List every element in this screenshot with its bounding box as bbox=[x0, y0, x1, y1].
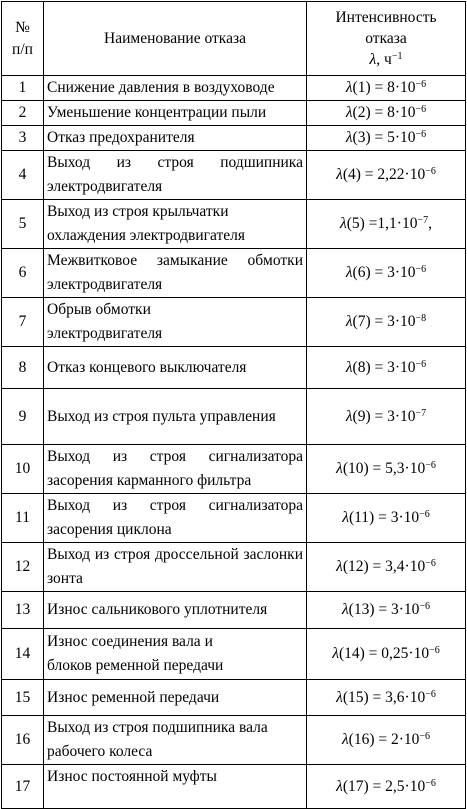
row-number: 9 bbox=[2, 389, 44, 445]
failure-intensity: $\lambda(12) = 3,4\cdot 10^{-6}$ bbox=[307, 543, 466, 592]
row-number: 17 bbox=[2, 765, 44, 809]
failure-intensity: $\lambda(15) = 3,6\cdot 10^{-6}$ bbox=[307, 680, 466, 716]
failure-name: Уменьшение концентрации пыли bbox=[44, 101, 307, 126]
row-number: 11 bbox=[2, 494, 44, 543]
table-row bbox=[2, 200, 466, 249]
failure-name: Отказ предохранителя bbox=[44, 126, 307, 151]
failure-name: Выход из строя сигнализатора засорения циклона bbox=[44, 494, 307, 543]
failure-intensity: $\lambda(14) = 0,25\cdot 10^{-6}$ bbox=[307, 629, 466, 680]
table-row bbox=[2, 298, 466, 347]
failure-name: Выход из строя дроссельной заслонки зонта bbox=[44, 543, 307, 592]
table-row bbox=[2, 765, 466, 809]
header-intensity: Интенсивность отказа λ, $ч^{-1}$ bbox=[307, 2, 466, 76]
table-row bbox=[2, 494, 466, 543]
failure-intensity: $\lambda(7) = 3\cdot 10^{-8}$ bbox=[307, 298, 466, 347]
table-row bbox=[2, 126, 466, 151]
row-number: 2 bbox=[2, 101, 44, 126]
failure-intensity: $\lambda(17) = 2,5\cdot 10^{-6}$ bbox=[307, 765, 466, 809]
row-number: 16 bbox=[2, 716, 44, 765]
failure-name: Отказ концевого выключателя bbox=[44, 347, 307, 389]
row-number: 5 bbox=[2, 200, 44, 249]
failure-intensity: $\lambda(8) = 3\cdot 10^{-6}$ bbox=[307, 347, 466, 389]
table-row bbox=[2, 716, 466, 765]
table-row bbox=[2, 389, 466, 445]
failure-name: Выход из строя подшипника электродвигателя bbox=[44, 151, 307, 200]
table-row bbox=[2, 629, 466, 680]
failure-name: Выход из строя подшипника вала рабочего колеса bbox=[44, 716, 307, 765]
header-number: № п/п bbox=[2, 2, 44, 76]
table-row bbox=[2, 592, 466, 629]
failure-name: Износ ременной передачи bbox=[44, 680, 307, 716]
failure-intensity-table bbox=[1, 1, 466, 809]
table-row bbox=[2, 249, 466, 298]
failure-name: Износ соединения вала и блоков ременной передачи bbox=[44, 629, 307, 680]
failure-intensity: $\lambda(16) = 2\cdot 10^{-6}$ bbox=[307, 716, 466, 765]
row-number: 6 bbox=[2, 249, 44, 298]
row-number: 15 bbox=[2, 680, 44, 716]
table-row bbox=[2, 347, 466, 389]
row-number: 14 bbox=[2, 629, 44, 680]
failure-intensity: $\lambda(11) = 3\cdot 10^{-6}$ bbox=[307, 494, 466, 543]
failure-name: Снижение давления в воздуховоде bbox=[44, 76, 307, 101]
failure-name: Обрыв обмотки электродвигателя bbox=[44, 298, 307, 347]
failure-intensity: $\lambda(6) = 3\cdot 10^{-6}$ bbox=[307, 249, 466, 298]
failure-intensity: $\lambda(4) = 2,22\cdot 10^{-6}$ bbox=[307, 151, 466, 200]
table-row bbox=[2, 680, 466, 716]
row-number: 12 bbox=[2, 543, 44, 592]
failure-name: Выход из строя крыльчатки охлаждения электродвигателя bbox=[44, 200, 307, 249]
row-number: 3 bbox=[2, 126, 44, 151]
row-number: 4 bbox=[2, 151, 44, 200]
failure-name: Выход из строя сигнализатора засорения карманного фильтра bbox=[44, 445, 307, 494]
failure-name: Износ постоянной муфты bbox=[44, 765, 307, 809]
failure-intensity: $\lambda(3) = 5\cdot 10^{-6}$ bbox=[307, 126, 466, 151]
header-failure-name: Наименование отказа bbox=[44, 2, 307, 76]
failure-intensity: $\lambda(5) =1,1\cdot 10^{-7}$, bbox=[307, 200, 466, 249]
failure-intensity: $\lambda(10) = 5,3\cdot 10^{-6}$ bbox=[307, 445, 466, 494]
table-row bbox=[2, 76, 466, 101]
table-header-row bbox=[2, 2, 466, 76]
failure-name: Межвитковое замыкание обмотки электродвигателя bbox=[44, 249, 307, 298]
row-number: 10 bbox=[2, 445, 44, 494]
table-row bbox=[2, 445, 466, 494]
failure-intensity: $\lambda(13) = 3\cdot 10^{-6}$ bbox=[307, 592, 466, 629]
failure-name: Выход из строя пульта управления bbox=[44, 389, 307, 445]
failure-name: Износ сальникового уплотнителя bbox=[44, 592, 307, 629]
row-number: 7 bbox=[2, 298, 44, 347]
failure-intensity: $\lambda(1) = 8\cdot 10^{-6}$ bbox=[307, 76, 466, 101]
row-number: 8 bbox=[2, 347, 44, 389]
row-number: 1 bbox=[2, 76, 44, 101]
failure-intensity: $\lambda(9) = 3\cdot 10^{-7}$ bbox=[307, 389, 466, 445]
table-row bbox=[2, 543, 466, 592]
table-row bbox=[2, 151, 466, 200]
row-number: 13 bbox=[2, 592, 44, 629]
table-row bbox=[2, 101, 466, 126]
failure-intensity: $\lambda(2) = 8\cdot 10^{-6}$ bbox=[307, 101, 466, 126]
